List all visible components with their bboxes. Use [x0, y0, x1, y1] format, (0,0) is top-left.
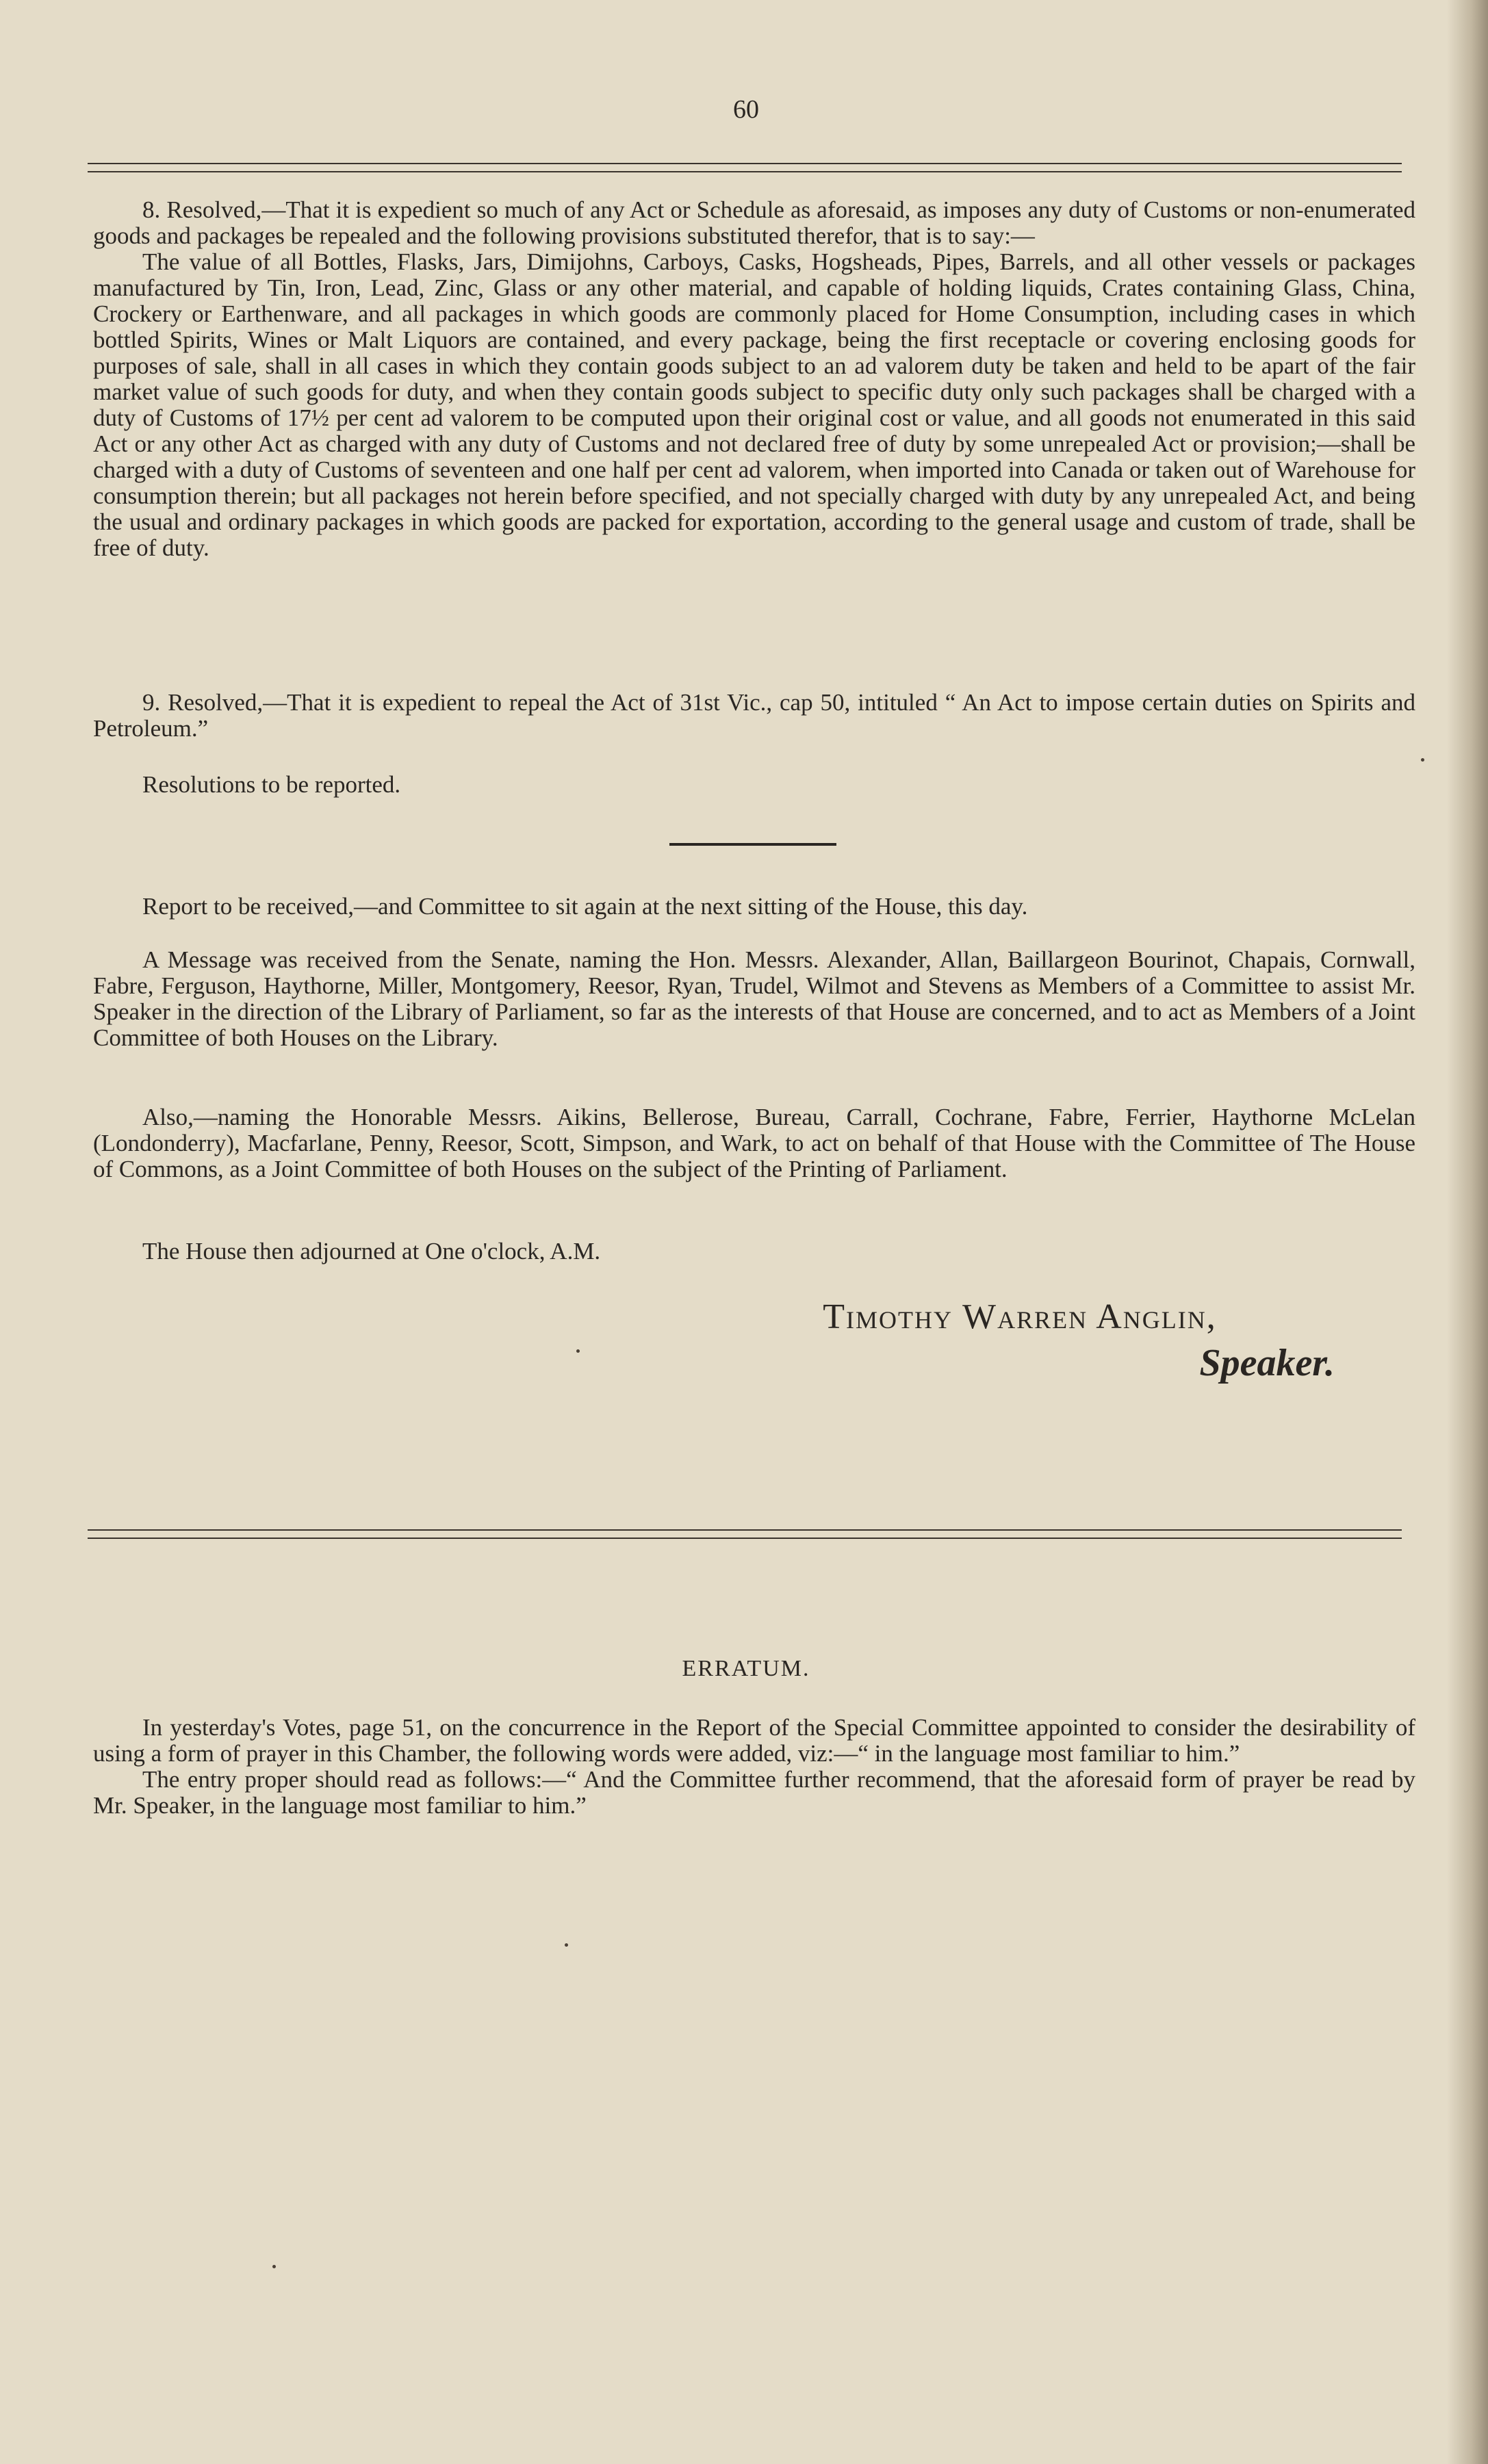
senate-message-printing-text: Also,—naming the Honorable Messrs. Aikins, Bellerose, Bureau, Carrall, Cochrane, Fabre, Ferrier, Haythorne McLelan (Londonderry), Macfarlane, Penny, Reesor, Scott, Simpson, and Wark, to act on behalf of that House with the Committee of The House of Commons, as a Joint Committee of both Houses on the subject of the Printing of Parliament. — [93, 1104, 1415, 1182]
adjournment — [93, 1239, 1415, 1265]
resolutions-reported-text: Resolutions to be reported. — [142, 771, 401, 798]
erratum-heading: ERRATUM. — [682, 1656, 810, 1681]
adjournment-text: The House then adjourned at One o'clock, A.M. — [142, 1238, 601, 1265]
resolution-8-body: The value of all Bottles, Flasks, Jars, Dimijohns, Carboys, Casks, Hogsheads, Pipes, Barrels, and all other vessels or packages manufactured by Tin, Iron, Lead, Zinc, Glass or any other material, and capable of holding liquids, Crates containing Glass, China, Crockery or Earthenware, and all packages in which goods are commonly placed for Home Consumption, including cases in which bottled Spirits, Wines or Malt Liquors are contained, and every package, being the first receptacle or covering enclosing goods for purposes of sale, shall in all cases in which they contain goods subject to an ad valorem duty be taken and held to be apart of the fair market value of such goods for duty, and when they contain goods subject to specific duty only such packages shall be charged with a duty of Customs of 17½ per cent ad valorem to be computed upon their original cost or value, and all goods not enumerated in this said Act or any other Act as charged with any duty of Customs and not declared free of duty by some unrepealed Act or provision;—shall be charged with a duty of Customs of seventeen and one half per cent ad valorem, when imported into Canada or taken out of Warehouse for consumption therein; but all packages not herein before specified, and not specially charged with duty by any unrepealed Act, and being the usual and ordinary packages in which goods are packed for exportation, according to the general usage and custom of trade, shall be free of duty. — [93, 248, 1415, 561]
footer-double-rule — [88, 1529, 1402, 1539]
report-received-text: Report to be received,—and Committee to sit again at the next sitting of the House, this day. — [142, 893, 1028, 920]
speaker-name: Timothy Warren Anglin, — [823, 1297, 1217, 1336]
paper-speck — [576, 1349, 580, 1353]
speaker-title: Speaker. — [1199, 1342, 1335, 1384]
speaker-signature — [691, 1297, 1348, 1385]
report-received — [93, 894, 1415, 920]
erratum-body — [93, 1715, 1415, 1819]
resolution-9-text: 9. Resolved,—That it is expedient to repeal the Act of 31st Vic., cap 50, intituled “ An Act to impose certain duties on Spirits and Petroleum.” — [93, 689, 1415, 742]
resolution-9 — [93, 690, 1415, 742]
page-edge-shadow — [1447, 0, 1488, 2464]
page-number: 60 — [733, 95, 759, 124]
paper-speck — [565, 1943, 568, 1947]
section-divider — [669, 843, 836, 846]
senate-message-library-text: A Message was received from the Senate, naming the Hon. Messrs. Alexander, Allan, Baillargeon Bourinot, Chapais, Cornwall, Fabre, Ferguson, Haythorne, Miller, Montgomery, Reesor, Ryan, Trudel, Wilmot and Stevens as Members of a Committee to assist Mr. Speaker in the direction of the Library of Parliament, so far as the interests of that House are concerned, and to act as Members of a Joint Committee of both Houses on the Library. — [93, 946, 1415, 1051]
erratum-para-1: In yesterday's Votes, page 51, on the concurrence in the Report of the Special Committee appointed to consider the desirability of using a form of prayer in this Chamber, the following words were added, viz:—“ in the language most familiar to him.” — [93, 1714, 1415, 1767]
paper-speck — [272, 2265, 276, 2268]
header-double-rule — [88, 163, 1402, 172]
resolution-8 — [93, 197, 1415, 561]
senate-message-library — [93, 947, 1415, 1051]
erratum-para-2: The entry proper should read as follows:—“ And the Committee further recommend, that the aforesaid form of prayer be read by Mr. Speaker, in the language most familiar to him.” — [93, 1766, 1415, 1819]
senate-message-printing — [93, 1104, 1415, 1182]
resolutions-reported — [93, 772, 1415, 798]
resolution-8-intro: 8. Resolved,—That it is expedient so much of any Act or Schedule as aforesaid, as imposes any duty of Customs or non-enumerated goods and packages be repealed and the following provisions substituted therefor, that is to say:— — [93, 196, 1415, 249]
paper-speck — [1421, 758, 1424, 762]
